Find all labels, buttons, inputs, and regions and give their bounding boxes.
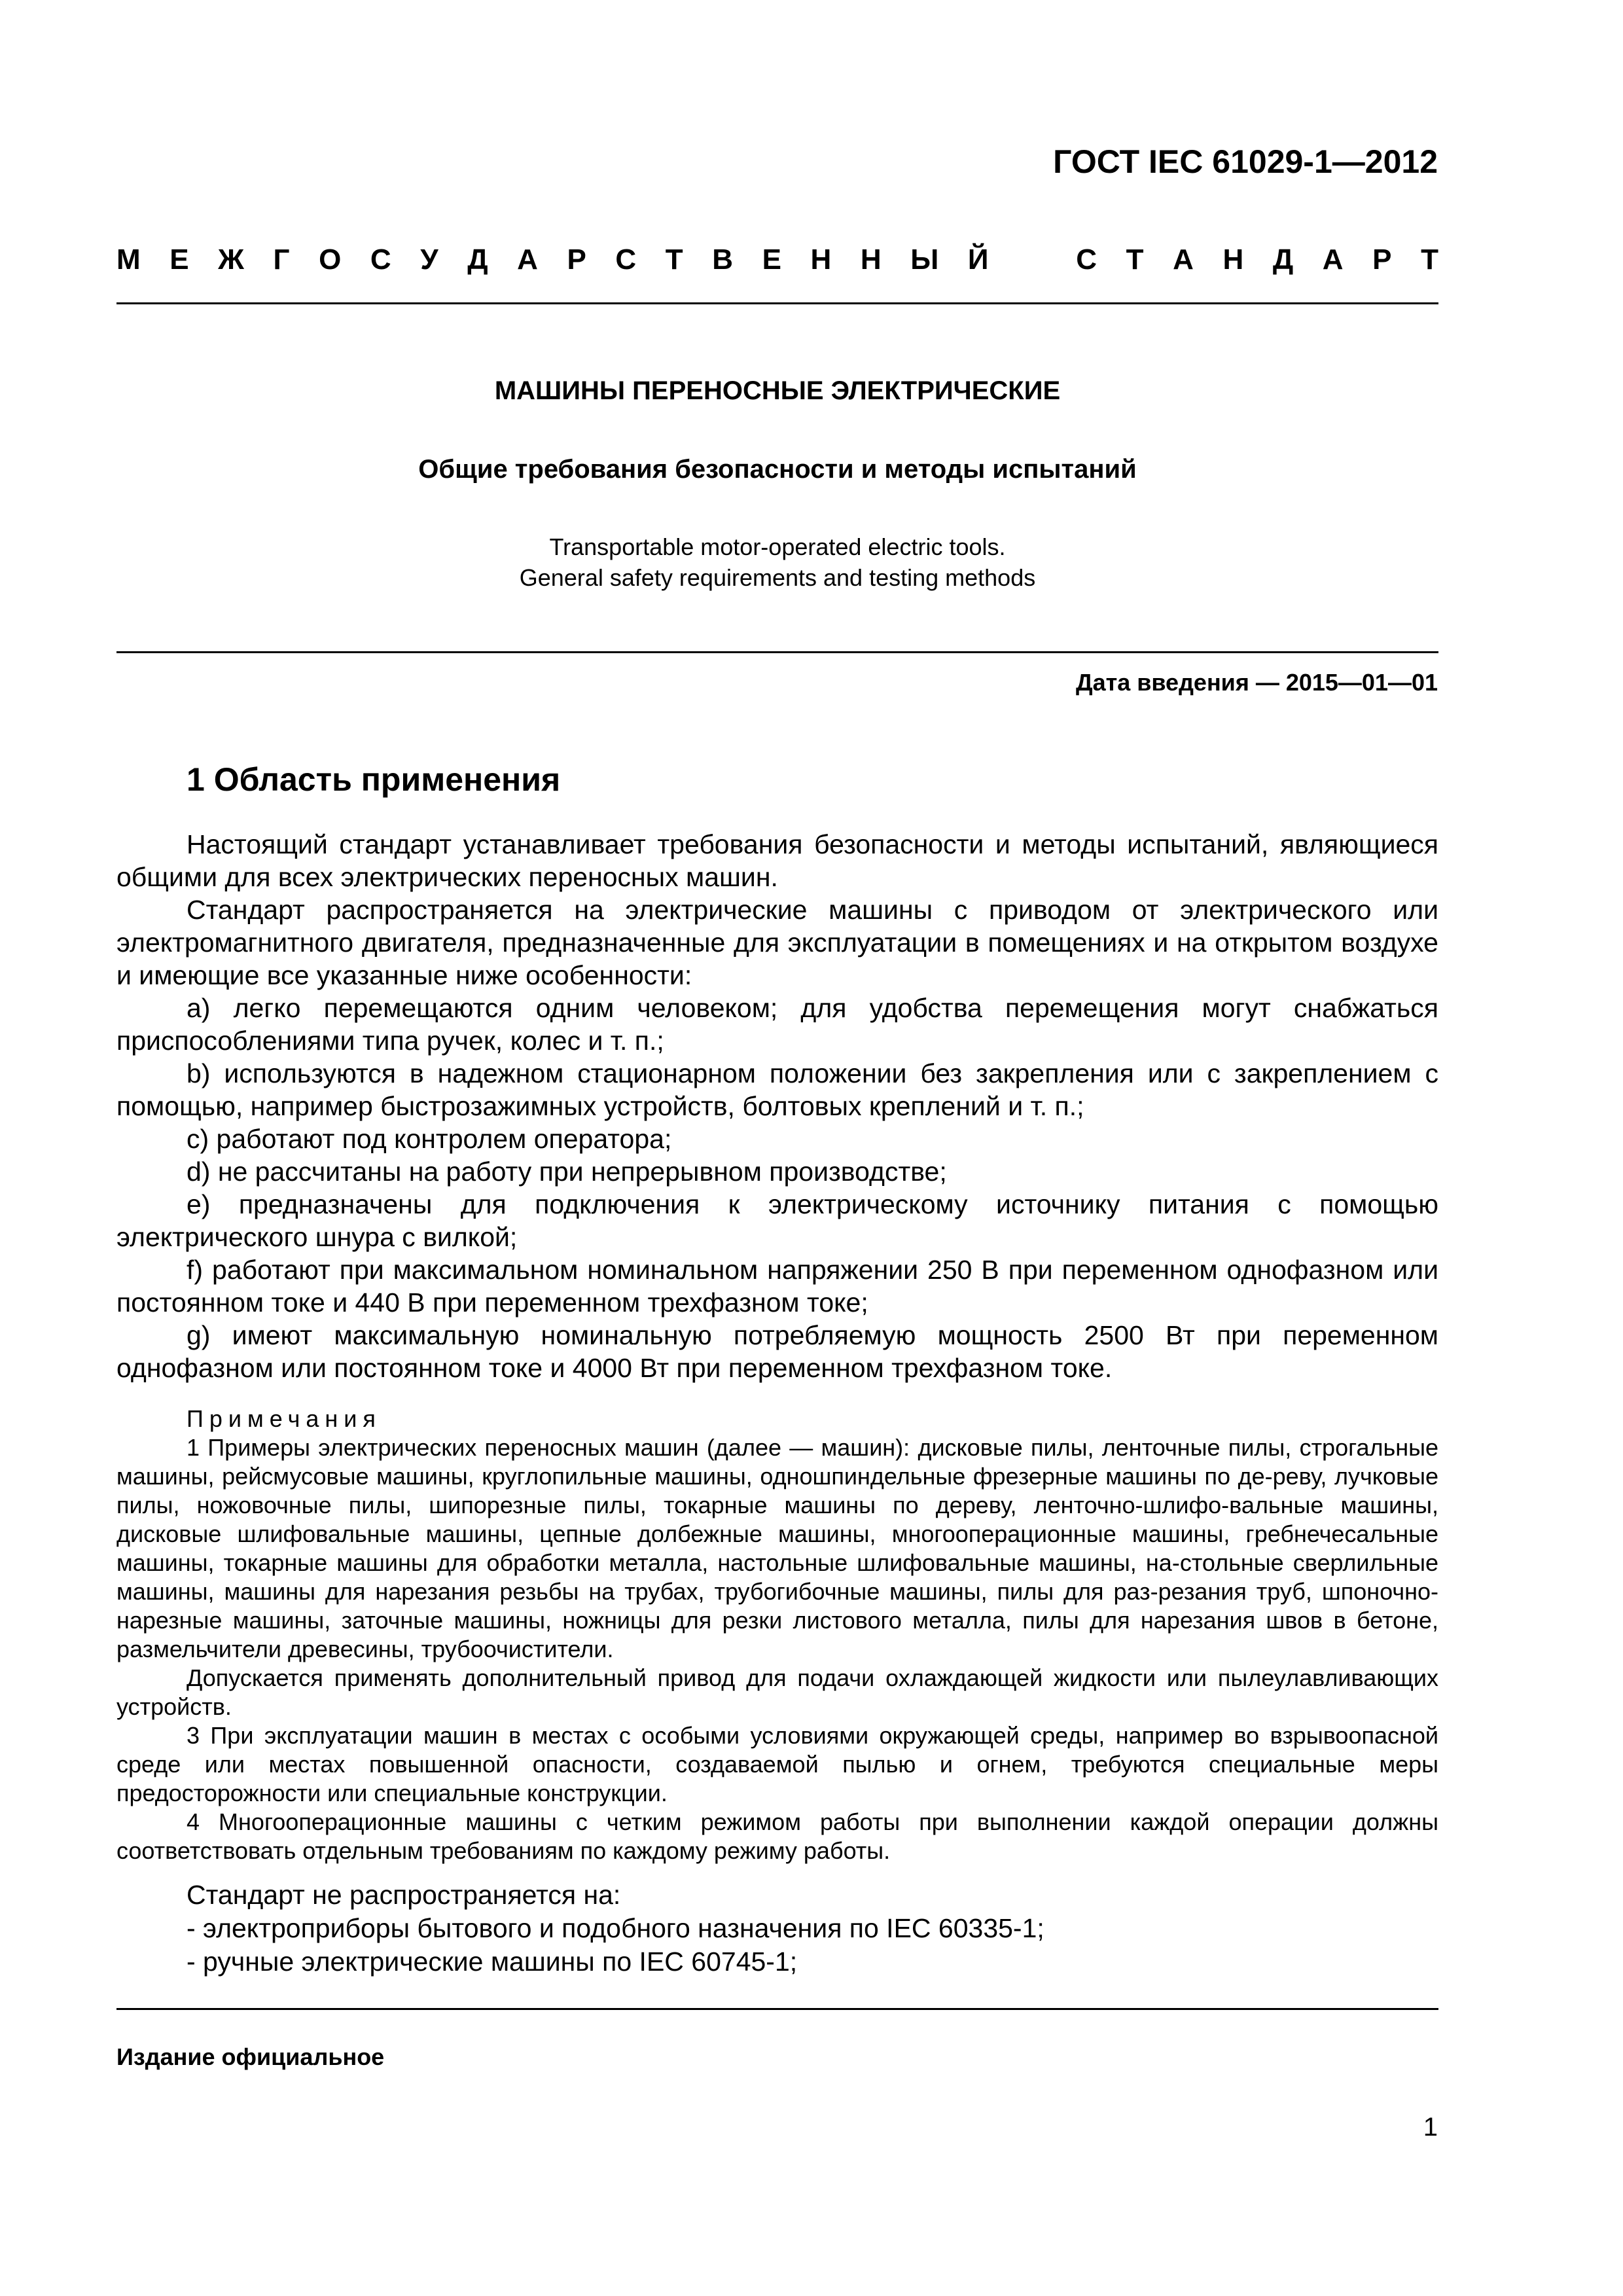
banner-letter: Е — [169, 243, 189, 276]
exclusion-item: - электроприборы бытового и подобного назначения по IEC 60335-1; — [187, 1913, 1044, 1943]
banner-letter: Р — [1372, 243, 1392, 276]
introduction-date: Дата введения — 2015—01—01 — [1075, 669, 1438, 696]
banner-letter: Н — [1222, 243, 1244, 276]
paragraph: Стандарт распространяется на электрические машины с приводом от электрического или электромагнитного двигателя, предназначенные для эксплуатации в помещениях и на открытом воздухе и имеющие все указанные ниже особенности: — [116, 895, 1438, 990]
banner-letter: Т — [665, 243, 683, 276]
banner-letter: Г — [273, 243, 290, 276]
section-body — [116, 828, 1438, 1384]
exclusion-item: - ручные электрические машины по IEC 60745-1; — [187, 1946, 798, 1977]
notes-title: Примечания — [187, 1405, 382, 1432]
banner-letter: Н — [860, 243, 882, 276]
banner-letter: В — [712, 243, 734, 276]
banner-letter: Т — [1126, 243, 1144, 276]
english-title — [116, 531, 1438, 593]
document-title: МАШИНЫ ПЕРЕНОСНЫЕ ЭЛЕКТРИЧЕСКИЕ — [494, 376, 1061, 405]
header-divider — [116, 302, 1438, 304]
banner-letter: С — [1076, 243, 1097, 276]
banner-letter: Д — [1272, 243, 1294, 276]
footer-divider — [116, 2008, 1438, 2010]
banner-letter: А — [1173, 243, 1194, 276]
banner-letter: Т — [1421, 243, 1438, 276]
list-item: a) легко перемещаются одним человеком; для удобства перемещения могут снабжаться приспособлениями типа ручек, колес и т. п.; — [116, 993, 1438, 1056]
banner-letter: С — [615, 243, 637, 276]
banner-letter: Й — [967, 243, 989, 276]
notes-block — [116, 1405, 1438, 1865]
banner-letter: С — [370, 243, 391, 276]
paragraph: Настоящий стандарт устанавливает требования безопасности и методы испытаний, являющиеся общими для всех электрических переносных машин. — [116, 829, 1438, 892]
list-item: b) используются в надежном стационарном положении без закрепления или с закреплением с помощью, например быстрозажимных устройств, болтовых креплений и т. п.; — [116, 1058, 1438, 1121]
section-heading: 1 Область применения — [187, 761, 561, 798]
banner-letter: Ж — [218, 243, 244, 276]
official-edition-label: Издание официальное — [116, 2043, 385, 2070]
note-item: 3 При эксплуатации машин в местах с особыми условиями окружающей среды, например во взрывоопасной среде или местах повышенной опасности, создаваемой пылью и огнем, требуются специальные меры предосторожности или специальные конструкции. — [116, 1722, 1438, 1806]
document-subtitle: Общие требования безопасности и методы испытаний — [418, 455, 1137, 484]
english-title-line: Transportable motor-operated electric tools. — [549, 533, 1006, 560]
interstate-standard-banner — [116, 243, 1438, 276]
title-divider — [116, 651, 1438, 653]
list-item: g) имеют максимальную номинальную потребляемую мощность 2500 Вт при переменном однофазном или постоянном токе и 4000 Вт при переменном трехфазном токе. — [116, 1320, 1438, 1383]
banner-letter: А — [517, 243, 538, 276]
standard-code: ГОСТ IEC 61029-1—2012 — [1053, 143, 1438, 180]
scope-exclusions — [116, 1878, 1438, 1979]
banner-letter: А — [1322, 243, 1344, 276]
banner-letter: Н — [810, 243, 832, 276]
note-item: 1 Примеры электрических переносных машин (далее — машин): дисковые пилы, ленточные пилы, строгальные машины, рейсмусовые машины, круглопильные машины, одношпиндельные фрезерные машины по де-реву, лучковые пилы, ножовочные пилы, шипорезные пилы, токарные машины по дереву, ленточно-шлифо-вальные машины, дисковые шлифовальные машины, цепные долбежные машины, многооперационные машины, гребнечесальные машины, токарные машины для обработки металла, настольные шлифовальные машины, на-стольные сверлильные машины, машины для нарезания резьбы на трубах, трубогибочные машины, пилы для раз-резания труб, шпоночно-нарезные машины, заточные машины, ножницы для резки листового металла, пилы для нарезания швов в бетоне, размельчители древесины, трубоочистители. — [116, 1434, 1438, 1662]
list-item: c) работают под контролем оператора; — [187, 1124, 672, 1154]
english-title-line: General safety requirements and testing methods — [519, 564, 1036, 591]
exclusions-lead: Стандарт не распространяется на: — [187, 1880, 621, 1910]
banner-letter: М — [116, 243, 141, 276]
list-item: f) работают при максимальном номинальном напряжении 250 В при переменном однофазном или постоянном токе и 440 В при переменном трехфазном токе; — [116, 1255, 1438, 1318]
banner-letter: Е — [762, 243, 781, 276]
banner-letter: Д — [467, 243, 488, 276]
banner-letter: Ы — [910, 243, 939, 276]
note-item: Допускается применять дополнительный привод для подачи охлаждающей жидкости или пылеулавливающих устройств. — [116, 1664, 1438, 1720]
banner-letter: У — [420, 243, 438, 276]
page-number: 1 — [1423, 2113, 1438, 2142]
banner-letter: Р — [567, 243, 586, 276]
note-item: 4 Многооперационные машины с четким режимом работы при выполнении каждой операции должны соответствовать отдельным требованиям по каждому режиму работы. — [116, 1808, 1438, 1864]
list-item: e) предназначены для подключения к электрическому источнику питания с помощью электрического шнура с вилкой; — [116, 1189, 1438, 1252]
banner-letter: О — [319, 243, 342, 276]
list-item: d) не рассчитаны на работу при непрерывном производстве; — [187, 1157, 947, 1187]
